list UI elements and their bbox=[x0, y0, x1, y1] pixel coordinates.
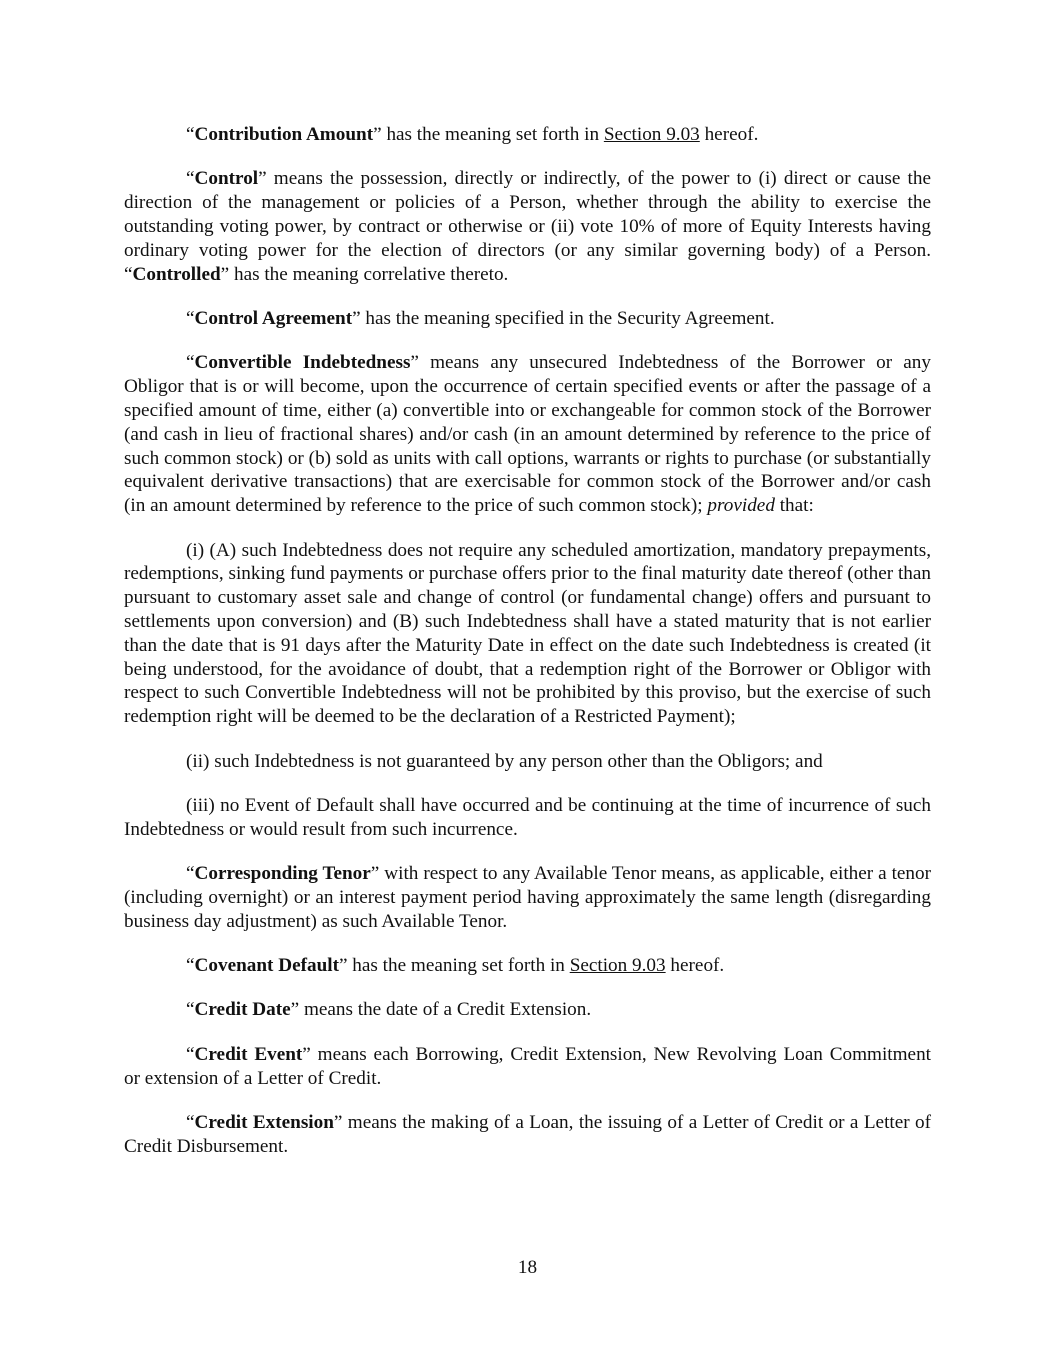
clause-ii: (ii) such Indebtedness is not guaranteed by any person other than the Obligors; and bbox=[186, 750, 823, 772]
clause-iii: (iii) no Event of Default shall have occurred and be continuing at the time of incurrence of such Indebtedness or would result from such incurrence. bbox=[124, 794, 931, 840]
section-reference: Section 9.03 bbox=[603, 124, 700, 145]
defined-term: Control Agreement bbox=[194, 307, 353, 329]
clause-i: (i) (A) such Indebtedness does not require any scheduled amortization, mandatory prepayments, redemptions, sinking fund payments or purchase offers prior to the final maturity date thereof (other than pursuant to customary asset sale and change of control (or fundamental change) offers and pursuant to settlements upon conversion) and (B) such Indebtedness shall have a stated maturity that is not earlier than the date that is 91 days after the Maturity Date in effect on the date such Indebtedness is created (it being understood, for the avoidance of doubt, that a redemption right of the Borrower or Obligor with respect to such Convertible Indebtedness will not be prohibited by this proviso, but the exercise of such redemption right will be deemed to be the declaration of a Restricted Payment); bbox=[124, 539, 931, 728]
defined-term: Credit Date bbox=[194, 999, 291, 1021]
emphasis: provided bbox=[707, 495, 775, 517]
definition-control-agreement: “Control Agreement” has the meaning specified in the Security Agreement. bbox=[186, 307, 775, 329]
defined-term: Contribution Amount bbox=[194, 124, 374, 145]
definition-convertible-indebtedness: “Convertible Indebtedness” means any unsecured Indebtedness of the Borrower or any Obligor that is or will become, upon the occurrence of certain specified events or after the passage of a specified amount of time, either (a) convertible into or exchangeable for common stock of the Borrower (and cash in lieu of fractional shares) and/or cash (in an amount determined by reference to the price of such common stock) or (b) sold as units with call options, warrants or rights to purchase (or substantially equivalent derivative transactions) that are exercisable for common stock of the Borrower and/or cash (in an amount determined by reference to the price of such common stock); provided that: bbox=[124, 352, 931, 517]
definition-credit-extension: “Credit Extension” means the making of a Loan, the issuing of a Letter of Credit or a Letter of Credit Disbursement. bbox=[124, 1112, 932, 1157]
defined-term: Credit Event bbox=[194, 1043, 303, 1065]
defined-term: Convertible Indebtedness bbox=[194, 352, 411, 374]
document-body bbox=[124, 123, 931, 1179]
defined-term: Controlled bbox=[132, 263, 221, 285]
definition-covenant-default: “Covenant Default” has the meaning set forth in Section 9.03 hereof. bbox=[186, 955, 725, 977]
defined-term: Covenant Default bbox=[194, 955, 339, 977]
section-reference: Section 9.03 bbox=[569, 955, 666, 977]
definition-corresponding-tenor: “Corresponding Tenor” with respect to any Available Tenor means, as applicable, either a tenor (including overnight) or an interest payment period having approximately the same length (disregarding business day adjustment) as such Available Tenor. bbox=[124, 863, 932, 932]
page-number: 18 bbox=[517, 1257, 538, 1278]
defined-term: Corresponding Tenor bbox=[194, 863, 371, 885]
definition-control: “Control” means the possession, directly or indirectly, of the power to (i) direct or cause the direction of the management or policies of a Person, whether through the ability to exercise the outstanding voting power, by contract or otherwise or (ii) vote 10% of more of Equity Interests having ordinary voting power for the election of directors (or any similar governing body) of a Person. “Controlled” has the meaning correlative thereto. bbox=[124, 168, 931, 285]
defined-term: Control bbox=[194, 168, 259, 190]
defined-term: Credit Extension bbox=[194, 1112, 334, 1134]
definition-contribution-amount: “Contribution Amount” has the meaning set forth in Section 9.03 hereof. bbox=[186, 124, 759, 145]
definition-credit-date: “Credit Date” means the date of a Credit Extension. bbox=[186, 999, 592, 1021]
definition-credit-event: “Credit Event” means each Borrowing, Credit Extension, New Revolving Loan Commitment or extension of a Letter of Credit. bbox=[124, 1043, 931, 1089]
